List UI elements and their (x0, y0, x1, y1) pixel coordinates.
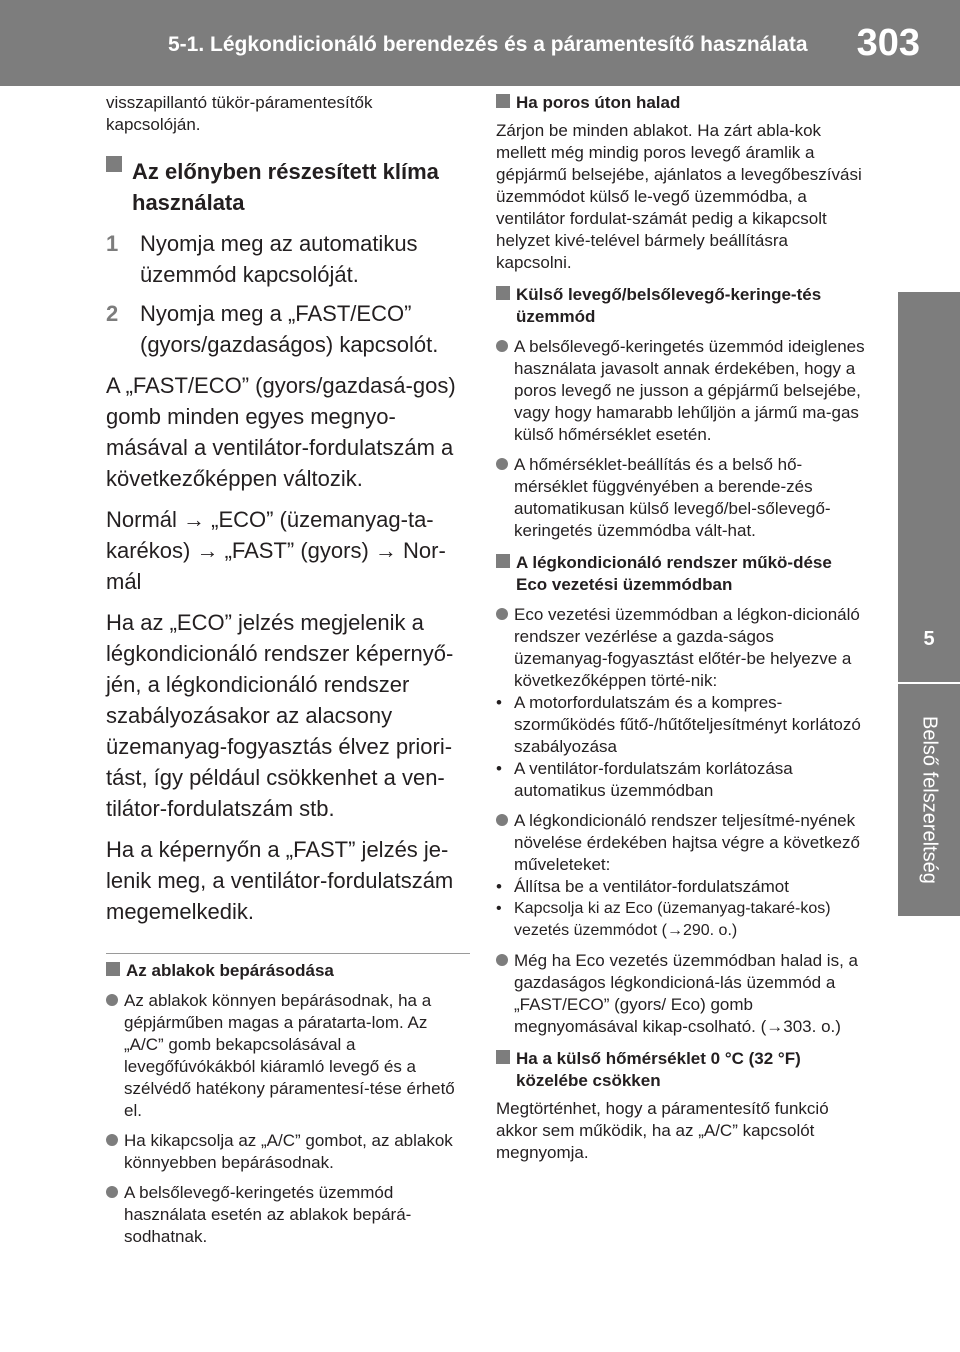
step-2 (106, 298, 470, 360)
right-column (496, 92, 866, 1164)
sub-list-item: • A motorfordulatszám és a kompres-szorműködés fűtő-/hűtőteljesítményt korlátozó szabályozása (496, 692, 866, 758)
note-title: Ha a külső hőmérséklet 0 °C (32 °F) közelébe csökken (516, 1049, 801, 1090)
step-number: 2 (106, 301, 119, 326)
paragraph: Ha a képernyőn a „FAST” jelzés je-lenik meg, a ventilátor-fordulatszám megemelkedik. (106, 837, 454, 924)
list-item (496, 810, 866, 876)
section-heading (106, 156, 470, 218)
circle-bullet-icon (106, 994, 118, 1006)
circle-bullet-icon (496, 458, 508, 470)
list-item-text: Eco vezetési üzemmódban a légkon-dicionáló rendszer vezérlése a gazda-ságos üzemanyag-fogyasztást előtér-be helyezve a következőképpen törté-nik: (514, 605, 860, 690)
step-text: Nyomja meg a „FAST/ECO” (gyors/gazdaságos) kapcsolót. (140, 301, 439, 357)
note-heading (106, 960, 470, 982)
circle-bullet-icon (496, 340, 508, 352)
page-header (0, 0, 960, 86)
note-heading (496, 1048, 866, 1092)
list-item (106, 1130, 470, 1174)
sub-list-item: • Kapcsolja ki az Eco (üzemanyag-takaré-kos) vezetés üzemmódot (→290. o.) (496, 898, 866, 942)
step-number: 1 (106, 231, 119, 256)
list-item (496, 454, 866, 542)
square-bullet-icon (496, 94, 510, 108)
paragraph: Ha az „ECO” jelzés megjelenik a légkondicionáló rendszer képernyő-jén, a légkondicionáló rendszer szabályozásakor az alacsony üzemanyag-fogyasztás élvez priori-tást, így például csökkenhet a ven-tilátor-fordulatszám stb. (106, 610, 454, 821)
sub-list-text: Kapcsolja ki az Eco (üzemanyag-takaré-kos) vezetés üzemmódot (→290. o.) (514, 900, 831, 939)
sub-list-text: Állítsa be a ventilátor-fordulatszámot (514, 877, 789, 896)
square-bullet-icon (496, 554, 510, 568)
list-item (106, 990, 470, 1122)
sub-list-item: • Állítsa be a ventilátor-fordulatszámot (496, 877, 789, 896)
list-item-text: A légkondicionáló rendszer teljesítmé-nyének növelése érdekében hajtsa végre a következő műveleteket: (514, 811, 860, 874)
square-bullet-icon (496, 1050, 510, 1064)
chapter-title: 5-1. Légkondicionáló berendezés és a páramentesítő használata (168, 33, 808, 56)
page-number: 303 (856, 22, 920, 64)
side-tab-number: 5 (923, 628, 935, 650)
circle-bullet-icon (496, 954, 508, 966)
list-item-text: Még ha Eco vezetés üzemmódban halad is, a gazdaságos légkondicioná-lás üzemmód a „FAST/ECO” (gyors/ Eco) gomb megnyomásával kikap-csolható. (→303. o.) (514, 951, 858, 1036)
sub-list-text: A ventilátor-fordulatszám korlátozása automatikus üzemmódban (514, 759, 793, 800)
circle-bullet-icon (496, 608, 508, 620)
note-title: Ha poros úton halad (516, 93, 681, 112)
note-text: Megtörténhet, hogy a páramentesítő funkció akkor sem működik, ha az „A/C” kapcsolót megnyomja. (496, 1099, 829, 1162)
list-item-text: A belsőlevegő-keringetés üzemmód ideiglenes használata javasolt annak érdekében, hogy a poros levegő ne jusson a gépjármű belsejébe, vagy hogy hamarabb lehűljön a jármű ma-gas külső hőmérséklet esetén. (514, 337, 865, 444)
circle-bullet-icon (106, 1134, 118, 1146)
intro-text: visszapillantó tükör-páramentesítők kapcsolóján. (106, 93, 373, 134)
list-item (106, 1182, 470, 1248)
note-heading (496, 92, 866, 114)
sub-list-text: A motorfordulatszám és a kompres-szorműködés fűtő-/hűtőteljesítményt korlátozó szabályozása (514, 693, 861, 756)
square-bullet-icon (106, 156, 122, 172)
list-item (496, 950, 866, 1038)
side-tab-label: Belső felszereltség (918, 716, 941, 884)
circle-bullet-icon (106, 1186, 118, 1198)
paragraph: Normál → „ECO” (üzemanyag-ta-karékos) → „FAST” (gyors) → Nor-mál (106, 507, 446, 594)
note-heading (496, 284, 866, 328)
list-item-text: Ha kikapcsolja az „A/C” gombot, az ablakok könnyebben bepárásodnak. (124, 1131, 453, 1172)
square-bullet-icon (496, 286, 510, 300)
note-title: A légkondicionáló rendszer műkö-dése Eco vezetési üzemmódban (516, 553, 832, 594)
list-item (496, 336, 866, 446)
list-item-text: Az ablakok könnyen bepárásodnak, ha a gépjárműben magas a páratarta-lom. Az „A/C” gomb bekapcsolásával a levegőfúvókákból kiáramló levegő és a szélvédő hatékony páramentesí-tése érhető el. (124, 991, 455, 1120)
note-heading (496, 552, 866, 596)
left-column (106, 92, 470, 1248)
note-title: Az ablakok bepárásodása (126, 961, 334, 980)
step-1 (106, 228, 470, 290)
list-item-text: A hőmérséklet-beállítás és a belső hő-mérséklet függvényében a berende-zés automatikusan külső levegő/bel-sőlevegő-keringetés üzemmódba vált-hat. (514, 455, 831, 540)
circle-bullet-icon (496, 814, 508, 826)
step-text: Nyomja meg az automatikus üzemmód kapcsolóját. (140, 231, 418, 287)
list-item-text: A belsőlevegő-keringetés üzemmód használata esetén az ablakok bepárá-sodhatnak. (124, 1183, 412, 1246)
paragraph: A „FAST/ECO” (gyors/gazdasá-gos) gomb minden egyes megnyo-másával a ventilátor-fordulatszám a következőképpen változik. (106, 373, 456, 491)
sub-list-item: • A ventilátor-fordulatszám korlátozása automatikus üzemmódban (496, 758, 866, 802)
section-title: Az előnyben részesített klíma használata (132, 159, 439, 215)
list-item (496, 604, 866, 692)
square-bullet-icon (106, 962, 120, 976)
side-tab-upper (898, 292, 960, 682)
note-text: Zárjon be minden ablakot. Ha zárt abla-kok mellett még mindig poros levegő áramlik a gépjármű belsejébe, ajánlatos a levegőbeszívási üzemmódot külső le-vegő üzemmódba, a ventilátor fordulat-számát pedig a kikapcsolt helyzet kivé-telével bármely beállításra kapcsolni. (496, 121, 862, 272)
divider (106, 953, 470, 954)
note-title: Külső levegő/belsőlevegő-keringe-tés üzemmód (516, 285, 822, 326)
